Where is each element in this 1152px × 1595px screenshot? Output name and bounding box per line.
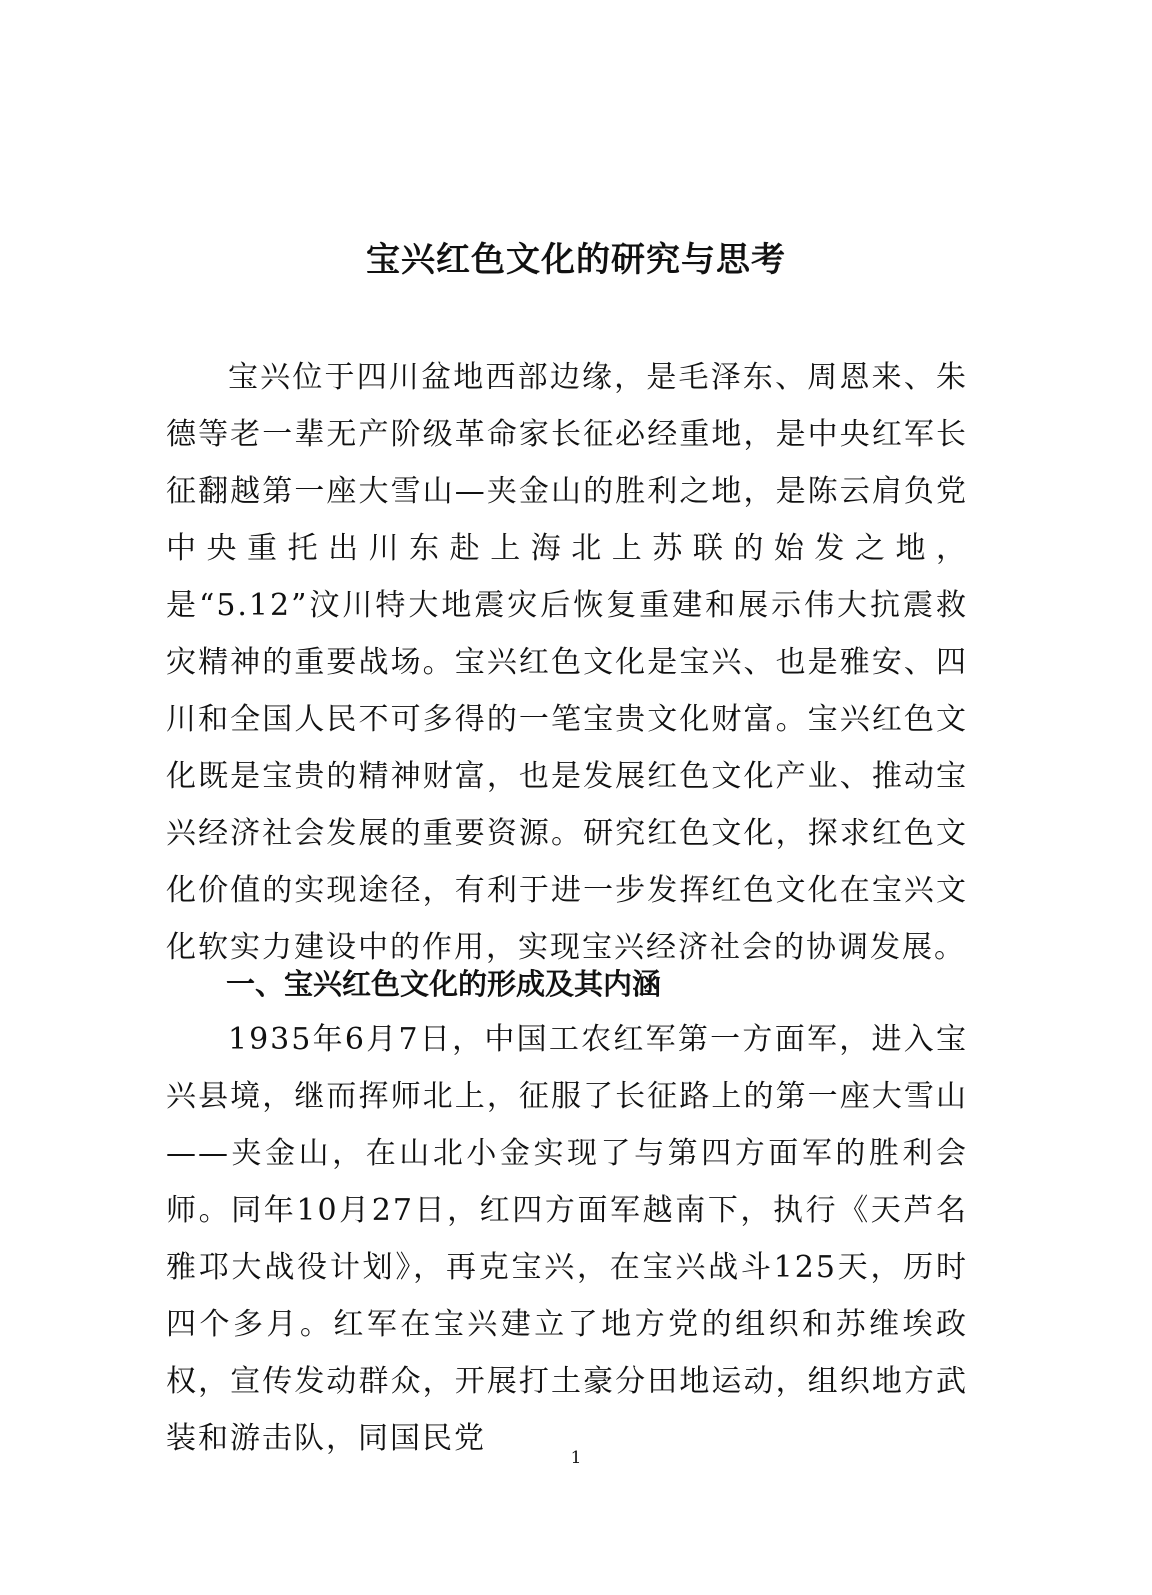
document-title: 宝兴红色文化的研究与思考 — [366, 240, 786, 280]
paragraph-history: 1935年6月7日，中国工农红军第一方面军，进入宝兴县境，继而挥师北上，征服了长征路上的第一座大雪山——夹金山，在山北小金实现了与第四方面军的胜利会师。同年10月27日，红四方面军越南下，执行《天芦名雅邛大战役计划》，再克宝兴，在宝兴战斗125天，历时四个多月。红军在宝兴建立了地方党的组织和苏维埃政权，宣传发动群众，开展打土豪分田地运动，组织地方武装和游击队，同国民党 — [166, 1022, 968, 1456]
paragraph-intro: 宝兴位于四川盆地西部边缘，是毛泽东、周恩来、朱德等老一辈无产阶级革命家长征必经重地，是中央红军长征翻越第一座大雪山—夹金山的胜利之地，是陈云肩负党中央重托出川东赴上海北上苏联的始发之地，是“5.12”汶川特大地震灾后恢复重建和展示伟大抗震救灾精神的重要战场。宝兴红色文化是宝兴、也是雅安、四川和全国人民不可多得的一笔宝贵文化财富。宝兴红色文化既是宝贵的精神财富，也是发展红色文化产业、推动宝兴经济社会发展的重要资源。研究红色文化，探求红色文化价值的实现途径，有利于进一步发挥红色文化在宝兴文化软实力建设中的作用，实现宝兴经济社会的协调发展。 — [166, 360, 968, 965]
page-number: 1 — [570, 1448, 582, 1468]
section-heading: 一、宝兴红色文化的形成及其内涵 — [226, 967, 662, 1001]
